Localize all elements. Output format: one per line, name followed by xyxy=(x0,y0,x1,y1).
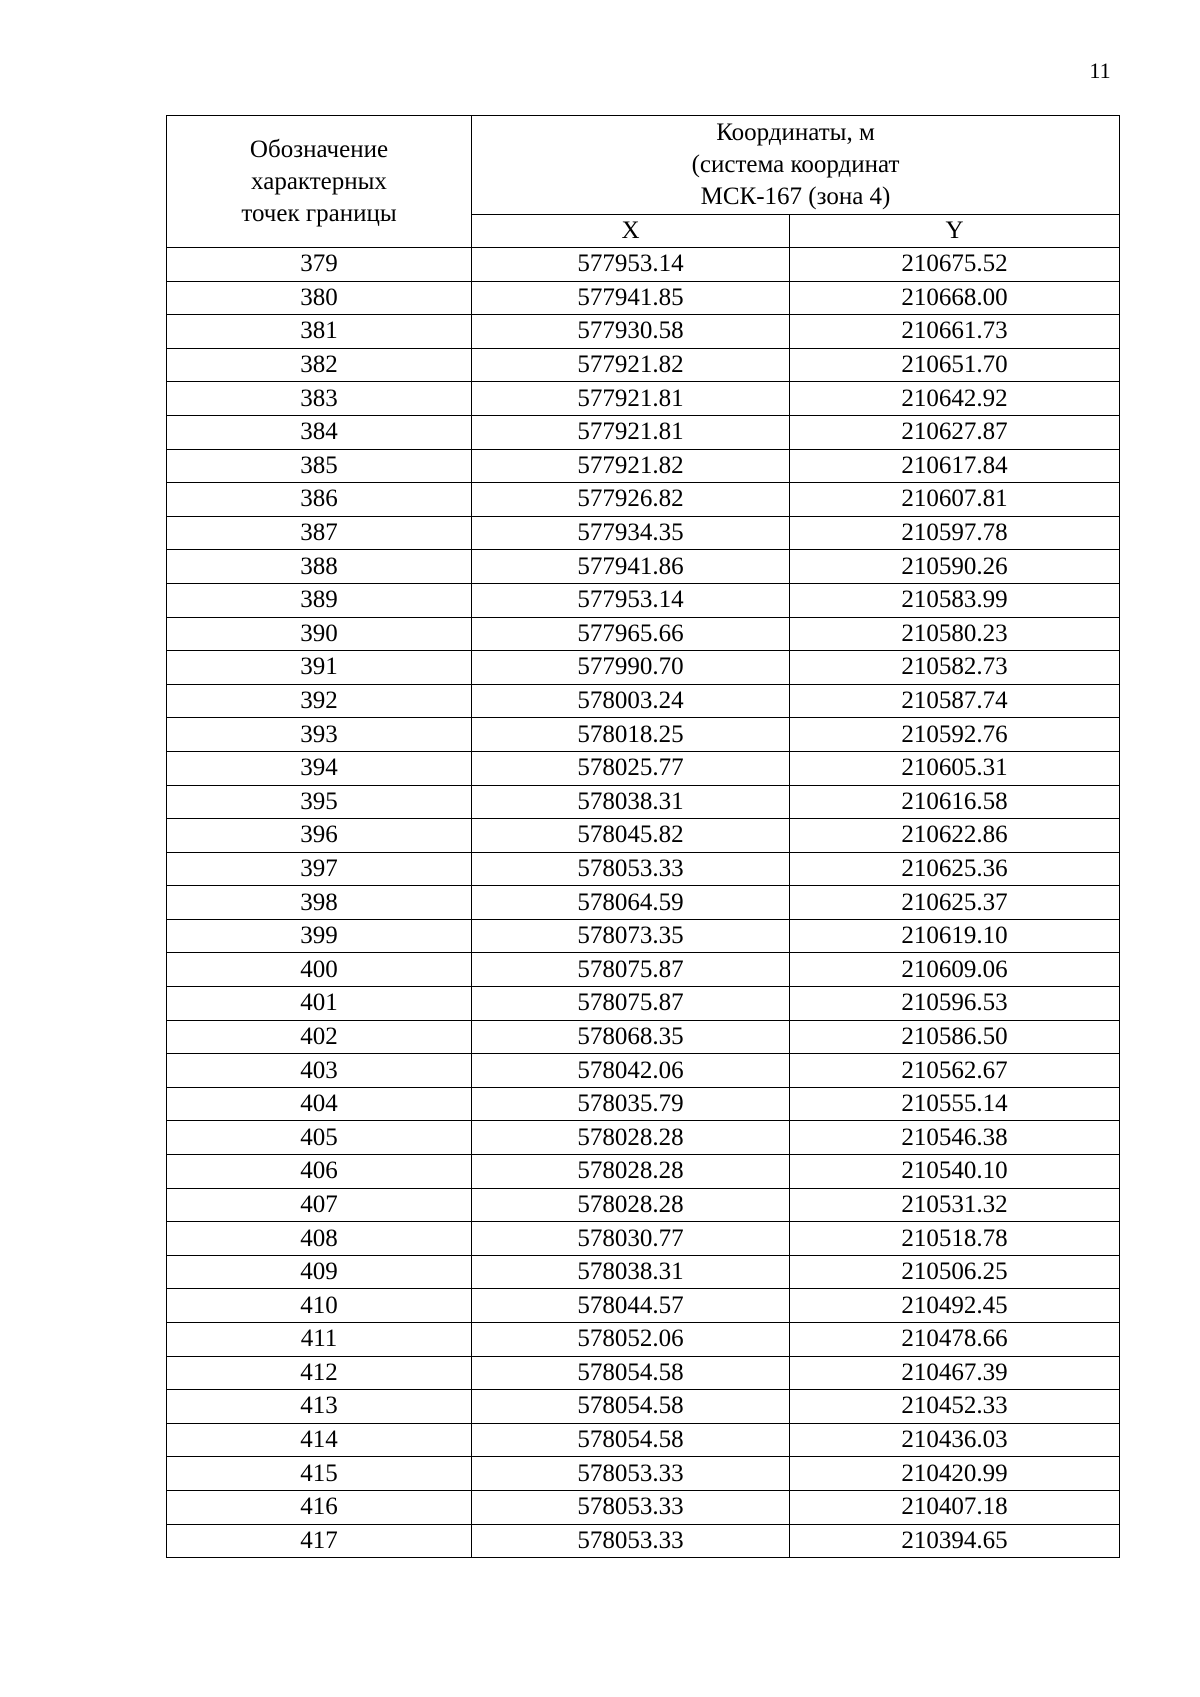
header-line: (система координат xyxy=(691,151,900,178)
x-coordinate-cell: 577921.82 xyxy=(472,348,790,382)
point-id-cell: 381 xyxy=(167,315,472,349)
header-line: характерных xyxy=(251,167,387,195)
table-row xyxy=(167,819,1120,853)
x-coordinate-cell: 578045.82 xyxy=(472,819,790,853)
x-coordinate-cell: 578075.87 xyxy=(472,987,790,1021)
page-number: 11 xyxy=(1089,58,1111,83)
header-line: МСК-167 (зона 4) xyxy=(700,183,891,210)
x-coordinate-cell: 578073.35 xyxy=(472,919,790,953)
y-coordinate-cell: 210586.50 xyxy=(790,1020,1120,1054)
x-coordinate-cell: 577926.82 xyxy=(472,483,790,517)
point-id-cell: 395 xyxy=(167,785,472,819)
point-id-cell: 403 xyxy=(167,1054,472,1088)
y-coordinate-cell: 210407.18 xyxy=(790,1490,1120,1524)
x-coordinate-cell: 578038.31 xyxy=(472,785,790,819)
y-coordinate-cell: 210452.33 xyxy=(790,1390,1120,1424)
point-id-cell: 400 xyxy=(167,953,472,987)
x-coordinate-cell: 577990.70 xyxy=(472,651,790,685)
point-id-cell: 413 xyxy=(167,1390,472,1424)
y-coordinate-cell: 210651.70 xyxy=(790,348,1120,382)
y-coordinate-cell: 210492.45 xyxy=(790,1289,1120,1323)
x-coordinate-cell: 578035.79 xyxy=(472,1087,790,1121)
y-coordinate-cell: 210506.25 xyxy=(790,1255,1120,1289)
y-coordinate-cell: 210478.66 xyxy=(790,1323,1120,1357)
y-coordinate-cell: 210518.78 xyxy=(790,1222,1120,1256)
point-id-cell: 404 xyxy=(167,1087,472,1121)
point-id-cell: 391 xyxy=(167,651,472,685)
y-coordinate-cell: 210616.58 xyxy=(790,785,1120,819)
table-row xyxy=(167,550,1120,584)
point-id-cell: 417 xyxy=(167,1524,472,1558)
x-coordinate-cell: 578030.77 xyxy=(472,1222,790,1256)
point-id-cell: 380 xyxy=(167,281,472,315)
table-row xyxy=(167,1054,1120,1088)
point-id-cell: 393 xyxy=(167,718,472,752)
table-row xyxy=(167,684,1120,718)
x-coordinate-cell: 578042.06 xyxy=(472,1054,790,1088)
coordinates-header xyxy=(472,116,1120,215)
y-coordinate-cell: 210394.65 xyxy=(790,1524,1120,1558)
table-row xyxy=(167,651,1120,685)
y-coordinate-cell: 210668.00 xyxy=(790,281,1120,315)
point-id-cell: 383 xyxy=(167,382,472,416)
y-coordinate-cell: 210436.03 xyxy=(790,1423,1120,1457)
x-coordinate-cell: 578018.25 xyxy=(472,718,790,752)
point-id-cell: 399 xyxy=(167,919,472,953)
header-line: Координаты, м xyxy=(716,119,875,146)
y-coordinate-cell: 210627.87 xyxy=(790,415,1120,449)
table-row xyxy=(167,1121,1120,1155)
point-id-cell: 398 xyxy=(167,886,472,920)
table-row xyxy=(167,583,1120,617)
y-coordinate-cell: 210609.06 xyxy=(790,953,1120,987)
point-id-cell: 401 xyxy=(167,987,472,1021)
point-id-cell: 382 xyxy=(167,348,472,382)
table-row xyxy=(167,919,1120,953)
point-id-cell: 411 xyxy=(167,1323,472,1357)
x-coordinate-cell: 577921.81 xyxy=(472,415,790,449)
x-coordinate-cell: 578053.33 xyxy=(472,1457,790,1491)
x-coordinate-cell: 578075.87 xyxy=(472,953,790,987)
y-coordinate-cell: 210467.39 xyxy=(790,1356,1120,1390)
point-id-cell: 406 xyxy=(167,1155,472,1189)
x-coordinate-cell: 578038.31 xyxy=(472,1255,790,1289)
x-coordinate-cell: 578068.35 xyxy=(472,1020,790,1054)
y-coordinate-cell: 210675.52 xyxy=(790,248,1120,282)
x-coordinate-cell: 578064.59 xyxy=(472,886,790,920)
point-id-cell: 388 xyxy=(167,550,472,584)
point-id-cell: 385 xyxy=(167,449,472,483)
x-coordinate-cell: 578003.24 xyxy=(472,684,790,718)
y-coordinate-cell: 210607.81 xyxy=(790,483,1120,517)
y-coordinate-cell: 210592.76 xyxy=(790,718,1120,752)
x-coordinate-cell: 578028.28 xyxy=(472,1155,790,1189)
point-id-cell: 386 xyxy=(167,483,472,517)
table-row xyxy=(167,483,1120,517)
point-id-cell: 392 xyxy=(167,684,472,718)
table-row xyxy=(167,1356,1120,1390)
table-row xyxy=(167,1323,1120,1357)
table-row xyxy=(167,1222,1120,1256)
x-coordinate-cell: 577953.14 xyxy=(472,248,790,282)
y-coordinate-cell: 210597.78 xyxy=(790,516,1120,550)
header-line: Обозначение xyxy=(249,135,389,163)
y-coordinate-cell: 210582.73 xyxy=(790,651,1120,685)
table-row xyxy=(167,1020,1120,1054)
point-id-cell: 402 xyxy=(167,1020,472,1054)
x-coordinate-cell: 578053.33 xyxy=(472,1490,790,1524)
y-coordinate-cell: 210420.99 xyxy=(790,1457,1120,1491)
point-designation-header xyxy=(167,116,472,248)
x-coordinate-cell: 578028.28 xyxy=(472,1121,790,1155)
table-row xyxy=(167,1390,1120,1424)
y-coordinate-cell: 210622.86 xyxy=(790,819,1120,853)
table-row xyxy=(167,281,1120,315)
table-row xyxy=(167,1289,1120,1323)
y-coordinate-cell: 210661.73 xyxy=(790,315,1120,349)
x-column-header: X xyxy=(472,215,790,248)
x-coordinate-cell: 578044.57 xyxy=(472,1289,790,1323)
y-coordinate-cell: 210625.36 xyxy=(790,852,1120,886)
point-id-cell: 415 xyxy=(167,1457,472,1491)
header-line: точек границы xyxy=(241,199,397,227)
table-row xyxy=(167,1155,1120,1189)
x-coordinate-cell: 577941.85 xyxy=(472,281,790,315)
y-coordinate-cell: 210562.67 xyxy=(790,1054,1120,1088)
y-coordinate-cell: 210555.14 xyxy=(790,1087,1120,1121)
y-coordinate-cell: 210605.31 xyxy=(790,751,1120,785)
table-row xyxy=(167,248,1120,282)
point-id-cell: 409 xyxy=(167,1255,472,1289)
y-coordinate-cell: 210617.84 xyxy=(790,449,1120,483)
x-coordinate-cell: 578054.58 xyxy=(472,1390,790,1424)
y-column-header: Y xyxy=(790,215,1120,248)
point-id-cell: 394 xyxy=(167,751,472,785)
point-id-cell: 405 xyxy=(167,1121,472,1155)
point-id-cell: 414 xyxy=(167,1423,472,1457)
point-id-cell: 416 xyxy=(167,1490,472,1524)
x-coordinate-cell: 577921.82 xyxy=(472,449,790,483)
table-row xyxy=(167,987,1120,1021)
table-row xyxy=(167,617,1120,651)
table-row xyxy=(167,1490,1120,1524)
x-coordinate-cell: 577921.81 xyxy=(472,382,790,416)
y-coordinate-cell: 210583.99 xyxy=(790,583,1120,617)
point-id-cell: 412 xyxy=(167,1356,472,1390)
x-coordinate-cell: 577941.86 xyxy=(472,550,790,584)
point-id-cell: 396 xyxy=(167,819,472,853)
y-coordinate-cell: 210596.53 xyxy=(790,987,1120,1021)
point-id-cell: 389 xyxy=(167,583,472,617)
y-coordinate-cell: 210625.37 xyxy=(790,886,1120,920)
point-id-cell: 384 xyxy=(167,415,472,449)
coordinates-table xyxy=(166,115,1120,1558)
x-coordinate-cell: 578053.33 xyxy=(472,1524,790,1558)
x-coordinate-cell: 578028.28 xyxy=(472,1188,790,1222)
y-coordinate-cell: 210619.10 xyxy=(790,919,1120,953)
x-coordinate-cell: 577934.35 xyxy=(472,516,790,550)
point-id-cell: 410 xyxy=(167,1289,472,1323)
y-coordinate-cell: 210590.26 xyxy=(790,550,1120,584)
table-row xyxy=(167,953,1120,987)
y-coordinate-cell: 210580.23 xyxy=(790,617,1120,651)
table-body xyxy=(167,248,1120,1558)
table-row xyxy=(167,516,1120,550)
table-row xyxy=(167,449,1120,483)
x-coordinate-cell: 577965.66 xyxy=(472,617,790,651)
x-coordinate-cell: 577953.14 xyxy=(472,583,790,617)
table-row xyxy=(167,315,1120,349)
x-coordinate-cell: 578053.33 xyxy=(472,852,790,886)
point-id-cell: 379 xyxy=(167,248,472,282)
point-id-cell: 408 xyxy=(167,1222,472,1256)
point-id-cell: 407 xyxy=(167,1188,472,1222)
y-coordinate-cell: 210546.38 xyxy=(790,1121,1120,1155)
point-id-cell: 390 xyxy=(167,617,472,651)
x-coordinate-cell: 578054.58 xyxy=(472,1356,790,1390)
table-row xyxy=(167,852,1120,886)
table-row xyxy=(167,382,1120,416)
table-row xyxy=(167,1457,1120,1491)
table-row xyxy=(167,1087,1120,1121)
table-row xyxy=(167,1188,1120,1222)
x-coordinate-cell: 578054.58 xyxy=(472,1423,790,1457)
point-id-cell: 397 xyxy=(167,852,472,886)
table-row xyxy=(167,1524,1120,1558)
table-row xyxy=(167,751,1120,785)
table-row xyxy=(167,886,1120,920)
x-coordinate-cell: 578025.77 xyxy=(472,751,790,785)
y-coordinate-cell: 210540.10 xyxy=(790,1155,1120,1189)
y-coordinate-cell: 210531.32 xyxy=(790,1188,1120,1222)
x-coordinate-cell: 578052.06 xyxy=(472,1323,790,1357)
table-row xyxy=(167,785,1120,819)
table-row xyxy=(167,348,1120,382)
table-row xyxy=(167,718,1120,752)
point-id-cell: 387 xyxy=(167,516,472,550)
table-row xyxy=(167,1255,1120,1289)
table-row xyxy=(167,415,1120,449)
table-header xyxy=(167,116,1120,248)
table-row xyxy=(167,1423,1120,1457)
y-coordinate-cell: 210642.92 xyxy=(790,382,1120,416)
y-coordinate-cell: 210587.74 xyxy=(790,684,1120,718)
x-coordinate-cell: 577930.58 xyxy=(472,315,790,349)
